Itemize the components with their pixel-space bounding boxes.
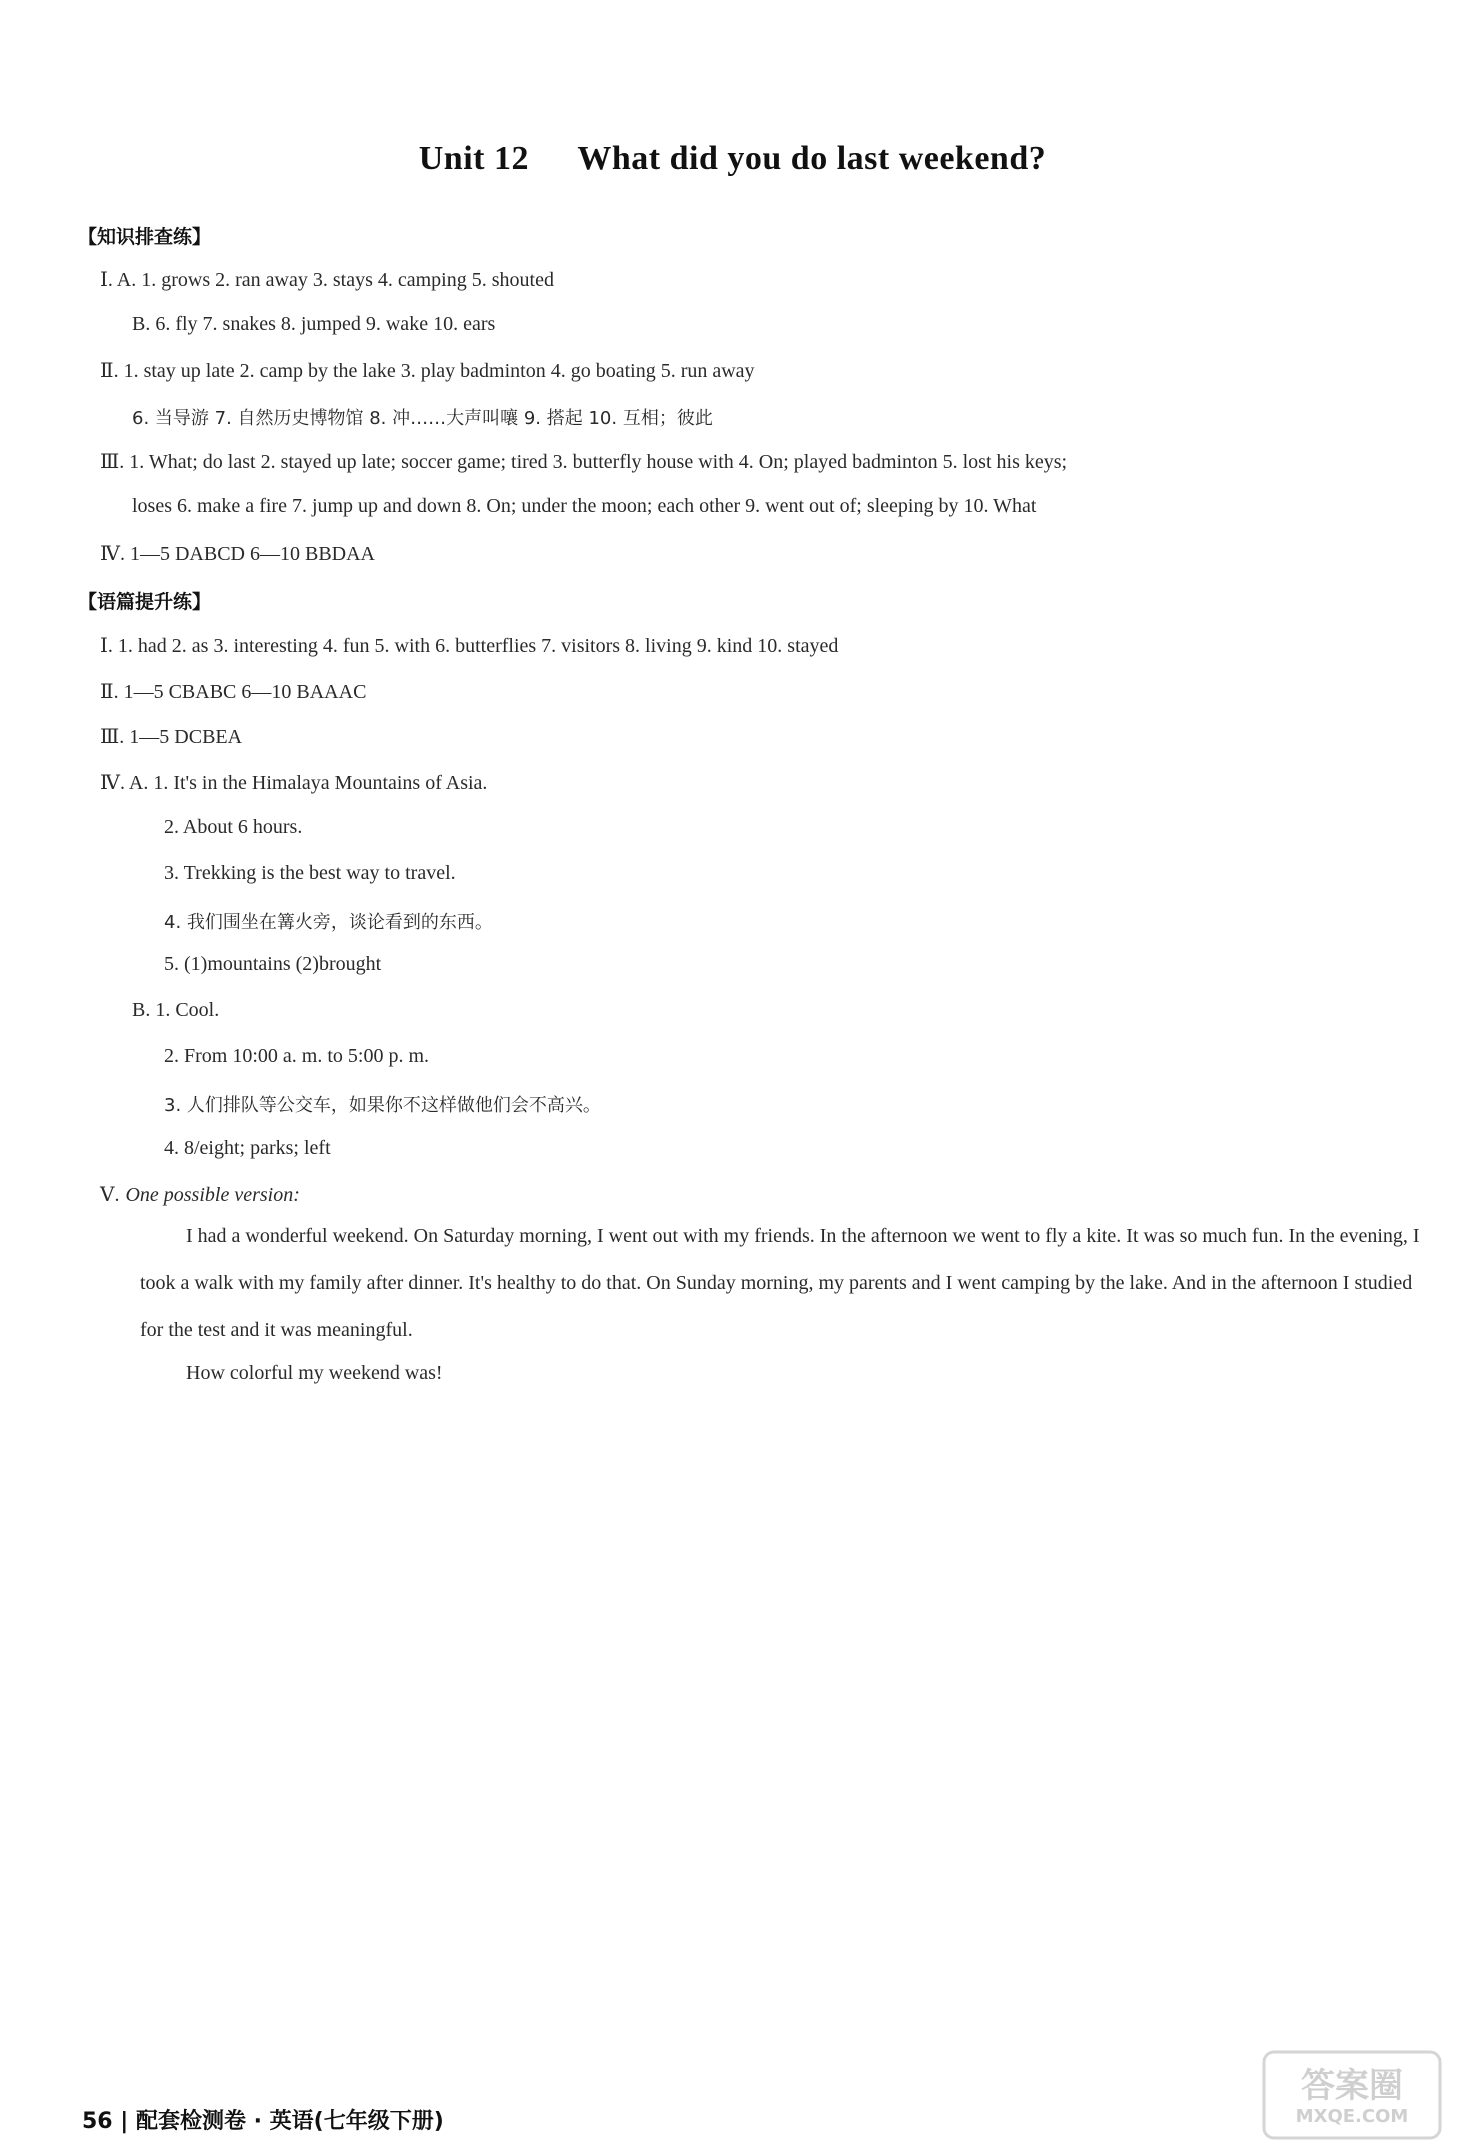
watermark-text: 答案圈 [1301, 2066, 1403, 2106]
section-heading-knowledge: 【知识排查练】 [78, 226, 212, 248]
answer-line: loses 6. make a fire 7. jump up and down 8. On; under the moon; each other 9. went out of; sleeping by 10. What [132, 495, 1037, 517]
answer-line: 3. 人们排队等公交车，如果你不这样做他们会不高兴。 [164, 1095, 601, 1116]
unit-number: Unit 12 [418, 140, 529, 177]
answer-line: 4. 8/eight; parks; left [164, 1137, 331, 1159]
answer-line: Ⅱ. 1—5 CBABC 6—10 BAAAC [100, 681, 367, 703]
watermark-logo [1262, 2050, 1442, 2140]
unit-question: What did you do last weekend? [577, 140, 1047, 177]
watermark-url: MXQE.COM [1295, 2106, 1409, 2127]
essay-paragraph: I had a wonderful weekend. On Saturday morning, I went out with my friends. In the afternoon we went to fly a kite. It was so much fun. In the evening, I took a walk with my family after dinner. It's healthy to do that. On Sunday morning, my parents and I went camping by the lake. And in the afternoon I studied for the test and it was meaningful. [140, 1225, 1420, 1341]
answer-line: Ⅲ. 1—5 DCBEA [100, 726, 243, 748]
answer-line: 6. 当导游 7. 自然历史博物馆 8. 冲……大声叫嚷 9. 搭起 10. 互相；彼此 [132, 408, 713, 429]
answer-line: Ⅰ. 1. had 2. as 3. interesting 4. fun 5. with 6. butterflies 7. visitors 8. living 9. kind 10. stayed [100, 635, 839, 657]
answer-line: 2. About 6 hours. [164, 816, 303, 838]
section-number: Ⅴ. [100, 1184, 120, 1206]
section-heading-reading: 【语篇提升练】 [78, 591, 212, 613]
version-label: One possible version: [125, 1184, 300, 1206]
page-footer: 56 | 配套检测卷 · 英语(七年级下册) [82, 2109, 444, 2134]
page-title [0, 140, 1465, 178]
essay-closing: How colorful my weekend was! [186, 1362, 443, 1384]
answer-line [100, 1182, 320, 1207]
answer-line: B. 6. fly 7. snakes 8. jumped 9. wake 10. ears [132, 313, 496, 335]
answer-line: 5. (1)mountains (2)brought [164, 953, 382, 975]
answer-line: Ⅲ. 1. What; do last 2. stayed up late; soccer game; tired 3. butterfly house with 4. On; played badminton 5. lost his keys; [100, 451, 1068, 473]
answer-line: B. 1. Cool. [132, 999, 220, 1021]
answer-line: Ⅰ. A. 1. grows 2. ran away 3. stays 4. camping 5. shouted [100, 269, 554, 291]
answer-line: 3. Trekking is the best way to travel. [164, 862, 456, 884]
answer-line: 4. 我们围坐在篝火旁，谈论看到的东西。 [164, 912, 493, 933]
answer-line: Ⅳ. A. 1. It's in the Himalaya Mountains of Asia. [100, 772, 488, 794]
answer-line: Ⅳ. 1—5 DABCD 6—10 BBDAA [100, 543, 375, 565]
answer-line: Ⅱ. 1. stay up late 2. camp by the lake 3. play badminton 4. go boating 5. run away [100, 360, 755, 382]
answer-line: 2. From 10:00 a. m. to 5:00 p. m. [164, 1045, 429, 1067]
